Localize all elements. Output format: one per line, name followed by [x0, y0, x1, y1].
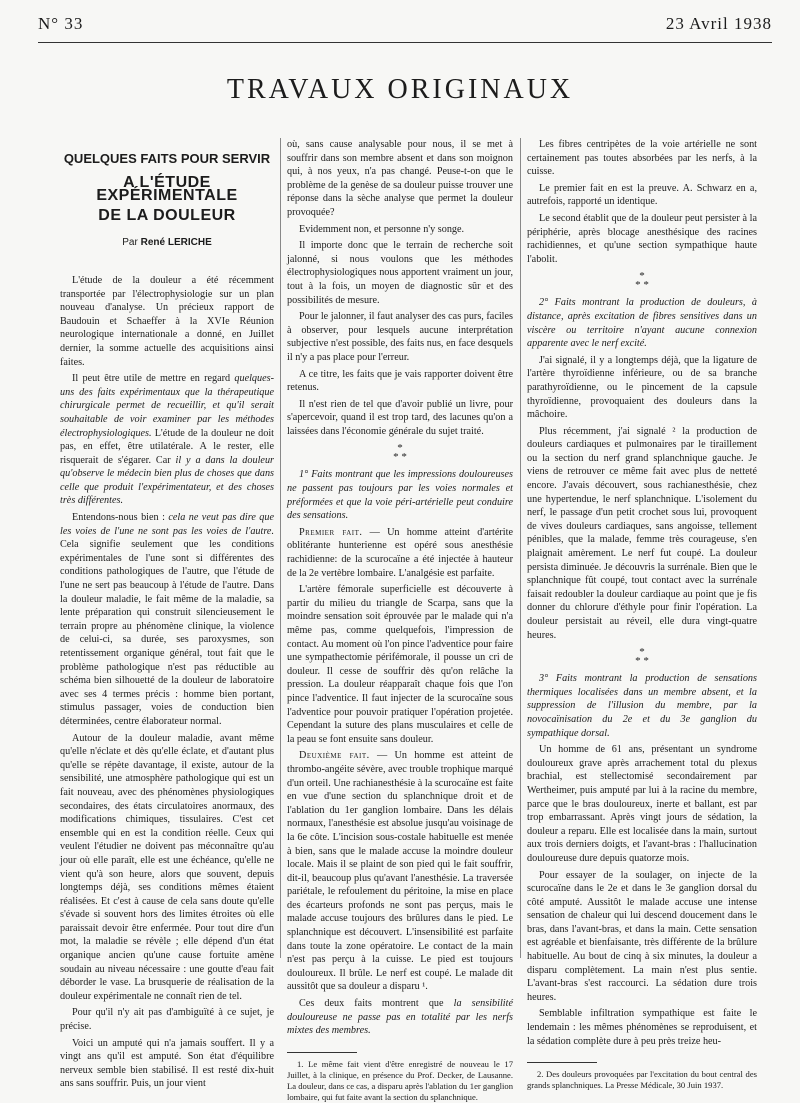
- article-title-line-1: QUELQUES FAITS POUR SERVIR: [63, 151, 271, 166]
- case-label: Deuxième fait.: [299, 750, 370, 762]
- paragraph: J'ai signalé, il y a longtemps déjà, que la ligature de l'artère thyroïdienne inférieure, ou de sa branche parathyroïdienne, ou le pincement de la capsule thyroïdienne, provoquaient des douleurs dans la mâchoire.: [527, 354, 757, 421]
- paragraph: Un homme de 61 ans, présentant un syndrome douloureux grave après arrachement total du plexus brachial, est stellectomisé secondairement par Wertheimer, puis amputé par lui à la racine du membre, parce que le bras douloureux, inerte et ballant, est par trop embarrassant. Après vingt jours de sédation, la douleur a reparu. Elle est localisée dans la main, surtout aux trois derniers doigts, et l'avant-bras : l'hallucination douloureuse dure depuis quatorze mois.: [527, 744, 757, 864]
- article-title-line-2: A L'ÉTUDE EXPÉRIMENTALE: [96, 173, 238, 205]
- issue-number: N° 33: [38, 14, 84, 33]
- author-prefix: Par: [122, 237, 138, 249]
- author-byline: [60, 236, 274, 250]
- footnote-rule: [527, 1062, 597, 1063]
- paragraph: Il importe donc que le terrain de recherche soit jalonné, si nous voulons que les méthodes électrophysiologiques nous apportent vraiment un jour, tout à la fois, un moyen de diagnostic sûr et des possibilités de mesure.: [287, 240, 513, 306]
- paragraph: A ce titre, les faits que je vais rapporter doivent être retenus.: [287, 368, 513, 394]
- header-rule: [38, 42, 772, 43]
- subsection-heading: 3° Faits montrant la production de sensations thermiques localisées dans un membre absent, et la suppression de l'illusion du membre, par la novocaïnisation du 2e et du 3e ganglion du sympathique dorsal.: [527, 673, 757, 739]
- paragraph: Autour de la douleur maladie, avant même qu'elle n'éclate et dès qu'elle éclate, et d'autant plus qu'elle se répète davantage, il existe, autour de la sensibilité, une atmosphère pathologique qui est un fait nouveau, avec des phénomènes physiologiques secondaires, des états circulatoires anormaux, des modifications chimiques, tissulaires. C'est cet ensemble qui en est la condition réelle. Ceux qui veulent l'étudier ne doivent pas méconnaître qu'au jour où elle paraît, elle est une échéance, qu'elle ne vient qu'à son heure, alors que souvent, depuis longtemps déjà, ses conditions mêmes étaient réalisées. Et c'est à cause de cela sans doute qu'elle s'évade si souvent hors des limites étroites où elle paraissait devoir être enfermée. Pour tout dire d'un mot, la maladie se révèle ; elle dépend d'un état organique ancien qu'une cause fortuite amène soudain au niveau nécessaire : une goutte d'eau fait déborder le vase. La brusquerie de réalisation de la douleur expérimentale ne connaît rien de tel.: [60, 732, 274, 1002]
- author-name: René LERICHE: [140, 237, 212, 249]
- paragraph: [287, 526, 513, 580]
- italic-run: la sensibilité douloureuse ne passe pas en totalité par les nerfs mixtes des membres.: [287, 998, 513, 1037]
- paragraph: [60, 511, 274, 729]
- text-run: Il peut être utile de mettre en regard: [72, 373, 235, 385]
- paragraph: Le premier fait en est la preuve. A. Schwarz en a, autrefois, rapporté un identique.: [527, 182, 757, 208]
- paragraph: Il n'est rien de tel que d'avoir publié un livre, pour s'apercevoir, quand il est trop tard, des lacunes qu'on a laissées dans l'économie générale du sujet traité.: [287, 398, 513, 437]
- column-1: [60, 138, 275, 1090]
- subsection-heading: 2° Faits montrant la production de douleurs, à distance, après excitation de fibres sensitives dans un viscère ou territoire n'ayant aucune connexion apparente avec le nerf excité.: [527, 297, 757, 350]
- paragraph: Pour qu'il n'y ait pas d'ambiguïté à ce sujet, je précise.: [60, 1007, 274, 1033]
- italic-run: cela ne veut pas dire que les voies de l'une ne sont pas les voies de l'autre.: [60, 512, 274, 537]
- section-separator-stars: * * *: [393, 442, 407, 464]
- section-separator-stars: * * *: [635, 646, 649, 668]
- paragraph: [60, 372, 274, 508]
- paragraph: Semblable infiltration sympathique est faite le lendemain : les mêmes phénomènes se reproduisent, et la sédation complète dure à peu près treize heu-: [527, 1008, 757, 1047]
- paragraph: Voici un amputé qui n'a jamais souffert. Il y a vingt ans qu'il est amputé. Son état d'équilibre nerveux semble bien stabilisé. Il est resté dix-huit ans sans souffrir. Puis, un jour vient: [60, 1037, 274, 1090]
- column-2: [287, 138, 513, 1102]
- paragraph: Les fibres centripètes de la voie artérielle ne sont certainement pas toutes absorbées par les nerfs, à la cuisse.: [527, 139, 757, 178]
- column-3: [527, 138, 757, 1091]
- text-run: Ces deux faits montrent que: [299, 998, 454, 1010]
- paragraph: Evidemment non, et personne n'y songe.: [299, 223, 465, 235]
- footnote-rule: [287, 1052, 357, 1053]
- paragraph: [287, 997, 513, 1038]
- paragraph: où, sans cause analysable pour nous, il se met à souffrir dans son membre absent et dans son moignon qui, à nos yeux, n'a pas changé. Peuse-t-on que le problème de la genèse de sa douleur puisse trouver une réponse dans la sèche analyse que permet la douleur provoquée?: [287, 139, 513, 218]
- text-run: — Un homme est atteint de thrombo-angéite sévère, avec trouble trophique marqué d'un orteil. Une rachianesthésie à la scurocaïne est faite en vue d'une section du splanchnique droit et de l'ablation du 1er ganglion lombaire. Dans les délais normaux, l'anesthésie est absolue jusqu'au voisinage de la 6e côte. L'incision sous-costale habituelle est menée à bien, sans que le malade accuse la moindre douleur locale. Mais il se plaint de son pied qui le fait souffrir, dit-il, beaucoup plus qu'avant l'anesthésie. La traversée pariétale, le refoulement du péritoine, la mise en place des écarteurs profonds ne sont pas perçus, mais le malade accuse toujours des brûlures dans le pied. Le splanchnique est découvert. L'insensibilité est parfaite dans toute la zone opératoire. Le contact de la main n'est pas perçu à la cuisse. Le pied est toujours douloureux. Il brûle. Le nerf est coupé. Le malade dit aussitôt que sa douleur a disparu ¹.: [287, 750, 513, 993]
- paragraph: Plus récemment, j'ai signalé ² la production de douleurs cardiaques et pulmonaires par le tiraillement ou la section du nerf grand splanchnique gauche. Je viens de retrouver ce même fait avec plus de netteté encore. J'avais découvert, sous rachianesthésie, chez une hypertendue, le nerf splanchnique. L'isolement du nerf, le passage d'un petit crochet sous lui, provoquent de vives douleurs cardiaques, sans angoisse, tellement pénibles, que la malade, femme très courageuse, s'en plaignait amèrement. Le nerf fut coupé. La douleur persista diminuée. Je découvris la surrénale. Bien que le splanchnique fût coupé, tout contact avec la surrénale faisait redoubler la douleur cardiaque au point que je fis donner du chlorure d'éthyle pour finir l'opération. La douleur persistait au réveil, elle dura vingt-quatre heures.: [527, 425, 757, 641]
- footnote: 1. Le même fait vient d'être enregistré de nouveau le 17 Juillet, à la clinique, en présence du Prof. Decker, de Lausanne. La douleur, dans ce cas, a disparu après l'ablation du 1er ganglion lombaire, qui fut faite avant la section du splanchnique.: [287, 1058, 513, 1102]
- italic-run: il y a dans la douleur qu'observe le médecin bien plus de choses que dans celle que produit l'expérimentateur, et des choses très différentes.: [60, 454, 275, 507]
- subsection-heading: 1° Faits montrant que les impressions douloureuses ne passent pas toujours par les voies normales et préformées et que la voie péri-artérielle peut conduire des sensations.: [287, 469, 513, 522]
- case-label: Premier fait.: [299, 526, 363, 538]
- text-run: Cela signifie seulement que les conditions expérimentales de l'une sont si différentes des conditions pathologiques de l'autre, que l'étude de l'une ne sert pas beaucoup à l'étude de l'autre. Dans la douleur maladie, le fait même de la maladie, sa lente préparation qui construit silencieusement le terrain propre au phénomène clinique, la violence de celui-ci, sa durée, ses paroxysmes, son retentissement organique général, tout fait que le problème pathologique n'est pas réductible au schéma bien silhouetté de la douleur de laboratoire avec ses 4 termes précis : homme bien portant, stimulus passager, voies de conduction bien déterminées, centre élaborateur normal.: [60, 539, 274, 727]
- running-header: [38, 14, 772, 36]
- paragraph: [287, 749, 513, 994]
- paragraph: L'étude de la douleur a été récemment transportée par l'électrophysiologie sur un plan nouveau d'analyse. Un précieux rapport de Baudouin et Schaeffer à la XVIe Réunion neurologique internationale a donné, en Juillet dernier, la somme actuelle des acquisitions ainsi faites.: [60, 274, 274, 368]
- text-run: L'étude de la douleur ne doit pas, en effet, être utilatérale. A le rester, elle risquerait de s'égarer. Car: [60, 427, 274, 466]
- footnote: 2. Des douleurs provoquées par l'excitation du bout central des grands splanchniques. La Presse Médicale, 30 Juin 1937.: [527, 1069, 757, 1091]
- paragraph: Pour le jalonner, il faut analyser des cas purs, faciles à observer, pour lesquels aucune interprétation subjective n'est possible, des faits nus, en face desquels il n'y a pas place pour l'erreur.: [287, 311, 513, 363]
- article-title-line-3: DE LA DOULEUR: [98, 206, 236, 224]
- paragraph: Pour essayer de la soulager, on injecte de la scurocaïne dans le 2e et dans le 3e ganglion dorsal du côté amputé. Aussitôt le malade accuse une intense sensation de chaleur qui lui descend doucement dans le bras, dans l'avant-bras, et dans la main. Cette sensation est agréable et bienfaisante, très différente de la brûlure habituelle. Au bout de cinq à six minutes, la douleur a disparu complètement. La main n'est plus sentie. L'avant-bras s'est raccourci. La sédation dure trois heures.: [527, 869, 757, 1003]
- column-divider: [520, 138, 521, 958]
- paragraph: L'artère fémorale superficielle est découverte à partir du milieu du triangle de Scarpa, sans que la moindre sensation soit éprouvée par le malade qui n'a même pas, comme quelquefois, l'impression de contact. Au moment où l'on pince l'adventice pour faire une sympathectomie périfémorale, il pousse un cri de douleur. Il cesse de souffrir dès qu'on relâche la pression. La douleur réapparaît chaque fois que l'on pince l'adventice. Il faut injecter de la scurocaïne sous l'adventice pour pouvoir pratiquer l'opération projetée. Cependant la suture des plans musculaires et celle de la peau se font ensuite sans douleur.: [287, 584, 513, 745]
- section-separator-stars: * * *: [635, 270, 649, 292]
- paragraph: Le second établit que de la douleur peut persister à la périphérie, après blocage anesthésique des racines rachidiennes, et qu'une section sympathique haute l'abolit.: [527, 212, 757, 265]
- column-divider: [280, 138, 281, 958]
- text-run: — Un homme atteint d'artérite oblitérante hunterienne est opéré sous anesthésie rachidienne: de la scurocaïne a été injectée à hauteur de la 2e vertèbre lombaire. L'analgésie est parfaite.: [287, 526, 513, 579]
- section-title: TRAVAUX ORIGINAUX: [226, 74, 574, 105]
- issue-date: 23 Avril 1938: [665, 14, 772, 33]
- text-run: Entendons-nous bien :: [72, 512, 169, 524]
- italic-run: quelques-uns des faits expérimentaux que la thérapeutique chirurgicale permet de recueillir, et qu'il serait souhaitable de voir examiner par les méthodes électrophysiologiques.: [60, 373, 274, 439]
